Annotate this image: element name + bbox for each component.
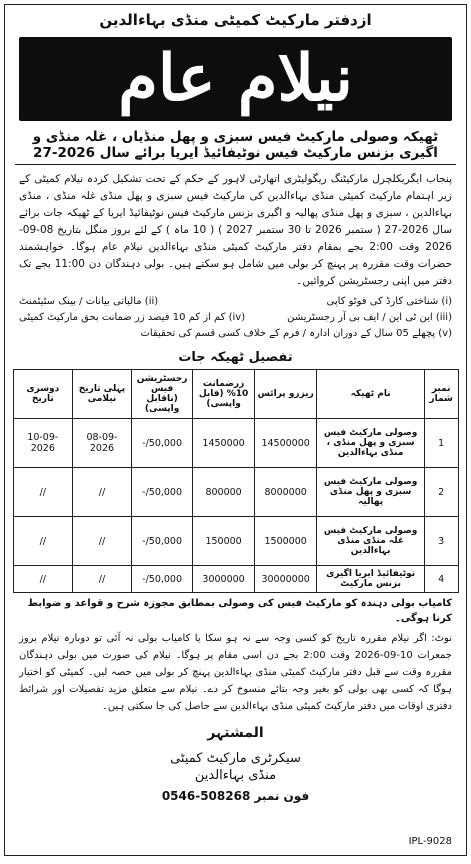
payment-note: کامیاب بولی دہندہ کو مارکیٹ فیس کی وصولی بمطابق مجوزہ شرح و قواعد و ضوابط کرنا ہوگی۔ bbox=[27, 598, 452, 624]
cell-reserve: 8000000 bbox=[254, 468, 317, 517]
notice-headline: ٹھیکہ وصولی مارکیٹ فیس سبزی و پھل منڈیاں ، غلہ منڈی و اگیری بزنس مارکیٹ فیس نوٹیفائیڈ ایریا برائے سال 2026-27 bbox=[15, 129, 456, 165]
office-heading: ازدفتر مارکیٹ کمیٹی منڈی بہاءالدین bbox=[99, 11, 372, 29]
cell-fee: 50,000/- bbox=[131, 419, 193, 468]
table-row bbox=[13, 517, 458, 566]
cell-reserve: 1500000 bbox=[254, 517, 317, 566]
cell-serial: 1 bbox=[424, 419, 458, 468]
cell-reserve: 14500000 bbox=[254, 419, 317, 468]
condition-item: (v) پچھلے 05 سال کے دوران ادارہ / فرم کے خلاف کسی قسم کی تحقیقات bbox=[140, 328, 452, 339]
header-fee: رجسٹریشن فیس (ناقابل واپسی) bbox=[131, 370, 193, 419]
header-contract: نام ٹھیکہ bbox=[317, 370, 424, 419]
cell-serial: 4 bbox=[424, 566, 458, 593]
conditions-row bbox=[19, 310, 452, 326]
banner-title: نیلام عام bbox=[118, 41, 353, 116]
signatory-place: منڈی بہاءالدین bbox=[194, 768, 277, 783]
cell-contract: وصولی مارکیٹ فیس غلہ منڈی منڈی بہاءالدین bbox=[317, 517, 424, 566]
table-row bbox=[13, 468, 458, 517]
cell-serial: 2 bbox=[424, 468, 458, 517]
cell-fee: 50,000/- bbox=[131, 566, 193, 593]
cell-auction-date: // bbox=[73, 566, 132, 593]
cell-second-date: 10-09-2026 bbox=[13, 419, 73, 468]
header-auction-date: پہلی تاریخ نیلامی bbox=[73, 370, 132, 419]
condition-item: (i) شناختی کارڈ کی فوٹو کاپی bbox=[326, 296, 452, 307]
cell-second-date: // bbox=[13, 468, 73, 517]
condition-item: (iv) کم از کم 10 فیصد زر ضمانت بحق مارکیٹ کمیٹی bbox=[19, 312, 246, 323]
condition-item: (iii) این ٹی این / ایف بی آر رجسٹریشن bbox=[287, 312, 452, 323]
cell-reserve: 30000000 bbox=[254, 566, 317, 593]
cell-security: 1450000 bbox=[193, 419, 254, 468]
table-header-row bbox=[13, 370, 458, 419]
header-second-date: دوسری تاریخ bbox=[13, 370, 73, 419]
auction-banner bbox=[19, 37, 452, 121]
cell-auction-date: // bbox=[73, 468, 132, 517]
signatory-name: سیکرٹری مارکیٹ کمیٹی bbox=[170, 751, 301, 766]
table-row bbox=[13, 566, 458, 593]
advertiser-label: المشتہر bbox=[207, 725, 264, 741]
conditions-list bbox=[19, 294, 452, 342]
cell-security: 150000 bbox=[193, 517, 254, 566]
table-row bbox=[13, 419, 458, 468]
cell-fee: 50,000/- bbox=[131, 517, 193, 566]
intro-paragraph: پنجاب ایگریکلچرل مارکیٹنگ ریگولیٹری اتھارٹی لاہور کے حکم کے تحت تشکیل کردہ نیلام کمیٹی کے زیر اہتمام مارکیٹ کمیٹی منڈی بہاءالدین کی مارکیٹ فیس سبزی و پھل منڈی غلہ منڈی ، منڈی بہاءالدین ، سبزی و پھل منڈی پھالیہ و اگیری بزنس مارکیٹ فیس نوٹیفائیڈ ایریا کے ٹھیکہ جات برائے سال 2026-27 ( ستمبر 2026 تا 30 ستمبر 2027 ) ( 10 ماہ ) کے لئے بروز منگل بتاریخ 08-09-2026 وقت 2:00 بجے بمقام دفتر مارکیٹ کمیٹی منڈی بہاءالدین نیلام عام ہوگا۔ خواہشمند حضرات وقت مقررہ پر پہنچ کر بولی میں شامل ہو سکتے ہیں۔ بولی دہندگان دن 11:00 بجے تک دفتر میں اپنی رجسٹریشن کروائیں۔ bbox=[19, 173, 453, 287]
notes-paragraph: نوٹ: اگر نیلام مقررہ تاریخ کو کسی وجہ سے نہ ہو سکا یا کامیاب بولی نہ آئی تو دوبارہ نیلام بروز جمعرات 10-09-2026 وقت 2:00 بجے دن اسی مقام پر ہوگا۔ نیلام کی صورت میں بولی دہندگان مقررہ وقت سے قبل دفتر مارکیٹ کمیٹی منڈی بہاءالدین پہنچ کر بولی میں حصہ لیں۔ کمیٹی کو اختیار ہوگا کہ کسی بھی بولی کو بغیر وجہ بتائے منسوخ کر دے۔ نیلام سے متعلق مزید تفصیلات اور شرائط دفتری اوقات میں دفتر مارکیٹ کمیٹی منڈی بہاءالدین سے حاصل کی جا سکتی ہیں۔ bbox=[19, 633, 452, 712]
tender-table bbox=[13, 369, 459, 593]
cell-auction-date: 08-09-2026 bbox=[73, 419, 132, 468]
section-title: تفصیل ٹھیکہ جات bbox=[178, 350, 293, 365]
header-reserve: ریزرو پرائس bbox=[254, 370, 317, 419]
conditions-row bbox=[19, 294, 452, 310]
conditions-row bbox=[19, 326, 452, 342]
cell-security: 800000 bbox=[193, 468, 254, 517]
cell-second-date: // bbox=[13, 517, 73, 566]
cell-fee: 50,000/- bbox=[131, 468, 193, 517]
cell-second-date: // bbox=[13, 566, 73, 593]
notice-page bbox=[4, 4, 467, 856]
reference-code: IPL-9028 bbox=[408, 836, 452, 847]
header-security: زرضمانت 10% (قابل واپسی) bbox=[193, 370, 254, 419]
cell-contract: وصولی مارکیٹ فیس سبزی و پھل منڈی پھالیہ bbox=[317, 468, 424, 517]
header-serial: نمبر شمار bbox=[424, 370, 458, 419]
cell-security: 3000000 bbox=[193, 566, 254, 593]
condition-item: (ii) مالیاتی بیانات / بینک سٹیٹمنٹ bbox=[19, 296, 159, 307]
phone-number: 0546-508268 فون نمبر bbox=[161, 789, 310, 803]
cell-contract: وصولی مارکیٹ فیس سبزی و پھل منڈی ، منڈی بہاءالدین bbox=[317, 419, 424, 468]
cell-contract: نوٹیفائیڈ ایریا اگیری بزنس مارکیٹ bbox=[317, 566, 424, 593]
cell-serial: 3 bbox=[424, 517, 458, 566]
cell-auction-date: // bbox=[73, 517, 132, 566]
